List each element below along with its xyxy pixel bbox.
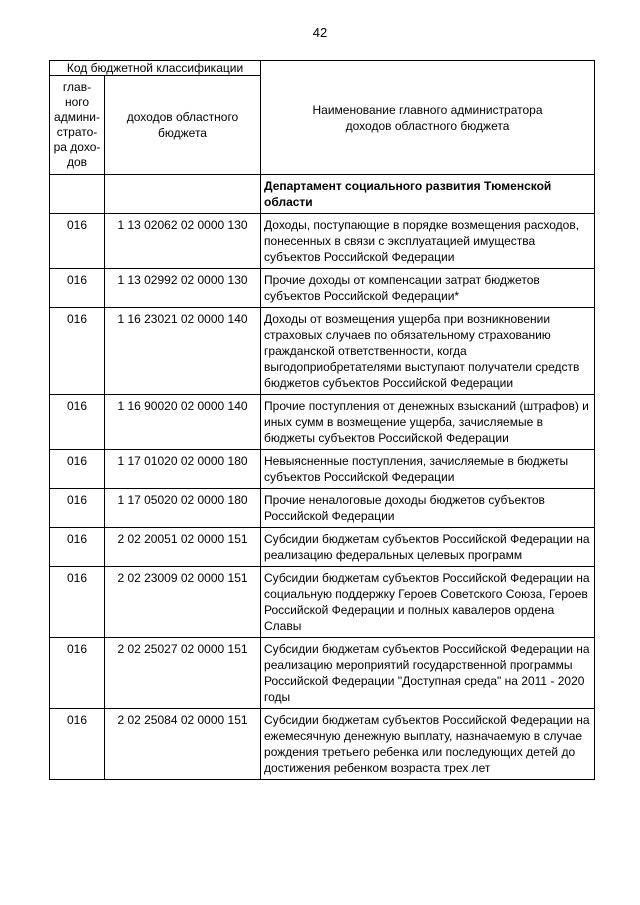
table-row [50,395,595,450]
income-code-cell: 1 16 23021 02 0000 140 [105,308,261,395]
income-name-cell: Прочие неналоговые доходы бюджетов субъектов Российской Федерации [261,489,595,528]
income-code-cell: 1 16 90020 02 0000 140 [105,395,261,450]
income-name-cell: Доходы от возмещения ущерба при возникновении страховых случаев по обязательному страхованию гражданской ответственности, когда выгодоприобретателями выступают получатели средств бюджетов субъектов Российской Федерации [261,308,595,395]
header-name-column [261,61,595,175]
income-name-cell: Невыясненные поступления, зачисляемые в бюджеты субъектов Российской Федерации [261,450,595,489]
admin-code-cell: 016 [50,214,105,269]
income-name-cell: Субсидии бюджетам субъектов Российской Федерации на реализацию мероприятий государственной программы Российской Федерации "Доступная среда" на 2011 - 2020 годы [261,638,595,709]
header-name-text: Наименование главного администратора доходов областного бюджета [312,102,543,133]
budget-classification-table [49,60,595,780]
income-name-cell: Прочие доходы от компенсации затрат бюджетов субъектов Российской Федерации* [261,269,595,308]
page-number: 42 [312,25,328,40]
admin-code-cell: 016 [50,528,105,567]
income-name-cell: Доходы, поступающие в порядке возмещения расходов, понесенных в связи с эксплуатацией имущества субъектов Российской Федерации [261,214,595,269]
table-body [50,175,595,780]
department-row [50,175,595,214]
admin-code-cell: 016 [50,638,105,709]
header-admin-column [50,76,105,175]
header-code-column [105,76,261,175]
income-name-cell: Субсидии бюджетам субъектов Российской Федерации на социальную поддержку Героев Советского Союза, Героев Российской Федерации и полных кавалеров ордена Славы [261,567,595,638]
income-code-cell: 2 02 20051 02 0000 151 [105,528,261,567]
table-row [50,567,595,638]
income-code-cell: 2 02 25027 02 0000 151 [105,638,261,709]
income-code-cell: 2 02 23009 02 0000 151 [105,567,261,638]
admin-code-cell: 016 [50,269,105,308]
admin-code-cell: 016 [50,450,105,489]
table-row [50,489,595,528]
table-row [50,638,595,709]
admin-code-cell: 016 [50,308,105,395]
income-name-cell: Субсидии бюджетам субъектов Российской Федерации на ежемесячную денежную выплату, назначаемую в случае рождения третьего ребенка или последующих детей до достижения ребенком возраста трех лет [261,709,595,780]
admin-code-cell: 016 [50,489,105,528]
income-name-cell: Прочие поступления от денежных взысканий (штрафов) и иных сумм в возмещение ущерба, зачисляемые в бюджеты субъектов Российской Федерации [261,395,595,450]
table-row [50,214,595,269]
income-name-cell: Субсидии бюджетам субъектов Российской Федерации на реализацию федеральных целевых программ [261,528,595,567]
income-code-cell: 1 13 02992 02 0000 130 [105,269,261,308]
department-name: Департамент социального развития Тюменской области [261,175,595,214]
income-code-cell: 1 17 01020 02 0000 180 [105,450,261,489]
table-row [50,528,595,567]
header-code-group: Код бюджетной классификации [50,61,261,76]
income-code-cell: 1 17 05020 02 0000 180 [105,489,261,528]
table-row [50,308,595,395]
table-row [50,450,595,489]
table-row [50,709,595,780]
header-admin-text: глав- ного админи- страто- ра дохо- дов [53,80,101,169]
admin-code-cell: 016 [50,709,105,780]
table-row [50,269,595,308]
admin-code-cell: 016 [50,395,105,450]
admin-code-cell: 016 [50,567,105,638]
income-code-cell: 2 02 25084 02 0000 151 [105,709,261,780]
header-code-text: доходов областного бюджета [126,110,239,140]
income-code-cell: 1 13 02062 02 0000 130 [105,214,261,269]
